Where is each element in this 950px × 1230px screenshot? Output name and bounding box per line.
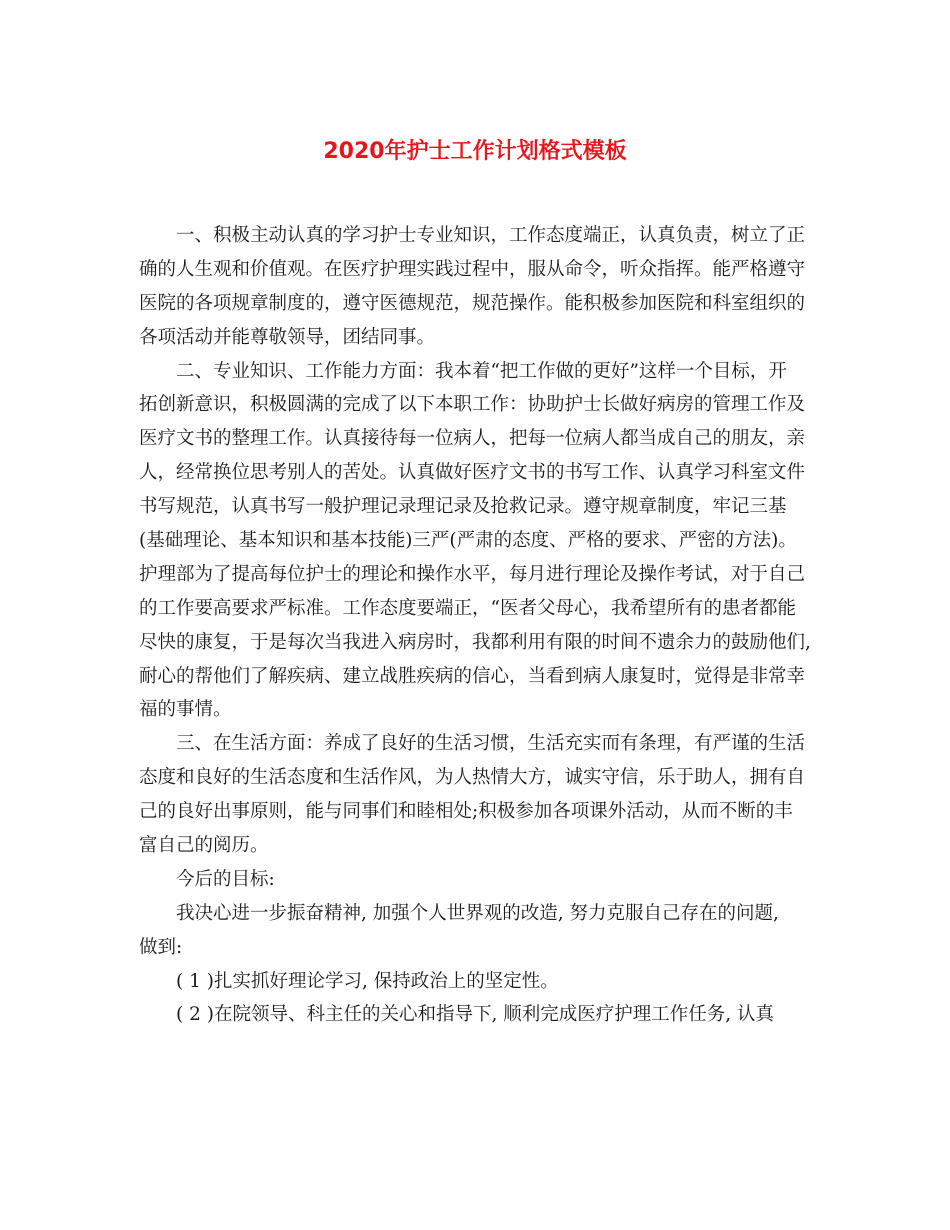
paragraph-line: 一、积极主动认真的学习护士专业知识，工作态度端正，认真负责，树立了正 <box>176 225 806 246</box>
paragraph-line: 医疗文书的整理工作。认真接待每一位病人，把每一位病人都当成自己的朋友，亲 <box>139 428 806 450</box>
paragraph-line: 三、在生活方面：养成了良好的生活习惯，生活充实而有条理，有严谨的生活 <box>176 733 806 755</box>
paragraph-line: 医院的各项规章制度的，遵守医德规范，规范操作。能积极参加医院和科室组织的 <box>139 292 806 314</box>
document-title: 2020年护士工作计划格式模板 <box>323 139 627 164</box>
paragraph-line: 态度和良好的生活态度和生活作风，为人热情大方，诚实守信，乐于助人，拥有自 <box>139 767 806 789</box>
paragraph-line: 的工作要高要求严标准。工作态度要端正，“医者父母心，我希望所有的患者都能 <box>139 597 796 619</box>
paragraph-line: 护理部为了提高每位护士的理论和操作水平，每月进行理论及操作考试，对于自己 <box>139 563 806 585</box>
paragraph-line: ( 2 )在院领导、科主任的关心和指导下, 顺利完成医疗护理工作任务, 认真 <box>176 1004 774 1026</box>
paragraph-line: 尽快的康复，于是每次当我进入病房时，我都利用有限的时间不遗余力的鼓励他们, <box>139 631 811 653</box>
paragraph-line: (基础理论、基本知识和基本技能)三严(严肃的态度、严格的要求、严密的方法)。 <box>139 530 797 552</box>
paragraph-line: 拓创新意识，积极圆满的完成了以下本职工作：协助护士长做好病房的管理工作及 <box>139 394 806 416</box>
paragraph-line: 确的人生观和价值观。在医疗护理实践过程中，服从命令，听众指挥。能严格遵守 <box>139 258 806 280</box>
paragraph-line: 福的事情。 <box>139 699 232 721</box>
paragraph-line: 今后的目标: <box>176 868 275 890</box>
paragraph-line: 书写规范，认真书写一般护理记录理记录及抢救记录。遵守规章制度，牢记三基 <box>139 496 787 518</box>
paragraph-line: 耐心的帮他们了解疾病、建立战胜疾病的信心，当看到病人康复时，觉得是非常幸 <box>139 665 806 687</box>
paragraph-line: 各项活动并能尊敬领导，团结同事。 <box>139 326 436 348</box>
paragraph-line: ( 1 )扎实抓好理论学习, 保持政治上的坚定性。 <box>176 970 559 992</box>
paragraph-line: 二、专业知识、工作能力方面：我本着“把工作做的更好”这样一个目标，开 <box>176 360 787 382</box>
paragraph-line: 富自己的阅历。 <box>139 835 269 857</box>
paragraph-line: 做到: <box>139 936 183 958</box>
paragraph-line: 己的良好出事原则，能与同事们和睦相处;积极参加各项课外活动，从而不断的丰 <box>139 801 793 823</box>
paragraph-line: 人，经常换位思考别人的苦处。认真做好医疗文书的书写工作、认真学习科室文件 <box>139 462 806 484</box>
paragraph-line: 我决心进一步振奋精神, 加强个人世界观的改造, 努力克服自己存在的问题, <box>176 902 779 924</box>
document-body <box>139 219 811 1032</box>
